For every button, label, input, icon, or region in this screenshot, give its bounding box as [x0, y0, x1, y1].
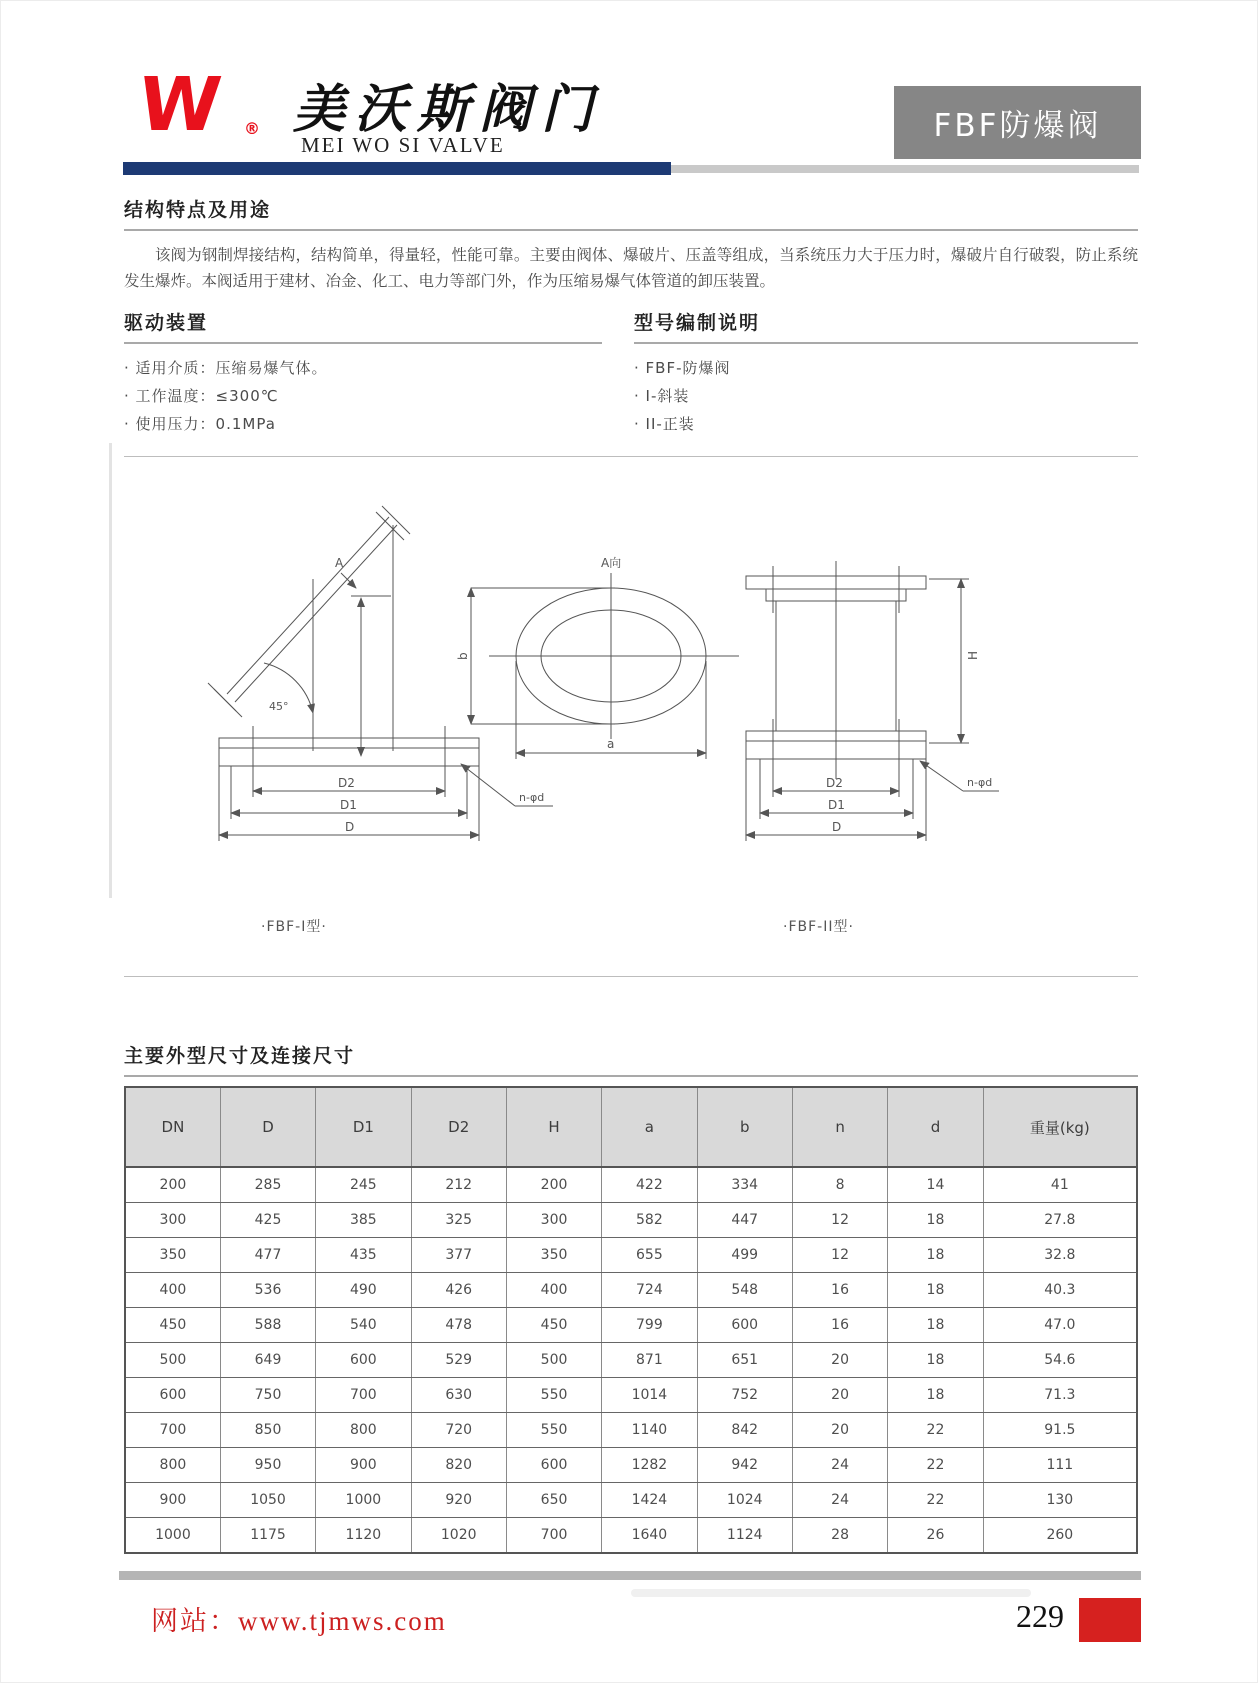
table-row	[125, 1238, 1137, 1273]
company-name-english: MEI WO SI VALVE	[301, 133, 505, 157]
label-d-right: D	[832, 820, 842, 834]
table-cell: 22	[888, 1483, 983, 1518]
table-cell: 1014	[602, 1378, 697, 1413]
drawing-fbf1-labels	[261, 556, 544, 935]
table-head	[125, 1087, 1137, 1167]
table-cell: 300	[506, 1203, 601, 1238]
section-title-features: 结构特点及用途	[124, 195, 1138, 231]
table-cell: 942	[697, 1448, 792, 1483]
table-cell: 540	[316, 1308, 411, 1343]
column-header: DN	[125, 1087, 220, 1167]
table-cell: 1424	[602, 1483, 697, 1518]
table-cell: 14	[888, 1167, 983, 1203]
label-angle-45: 45°	[269, 700, 289, 713]
page-edge-strip	[109, 443, 112, 898]
list-item: · 工作温度：≤300℃	[124, 387, 279, 405]
table-row	[125, 1343, 1137, 1378]
registered-trademark-icon: ®	[244, 119, 260, 138]
label-a: a	[607, 737, 615, 751]
table-cell: 1024	[697, 1483, 792, 1518]
column-header: a	[602, 1087, 697, 1167]
drive-spec-list	[124, 354, 602, 438]
table-cell: 20	[792, 1378, 887, 1413]
table-cell: 1282	[602, 1448, 697, 1483]
table-cell: 478	[411, 1308, 506, 1343]
table-cell: 130	[983, 1483, 1137, 1518]
list-item: · 适用介质：压缩易爆气体。	[124, 359, 328, 377]
table-cell: 750	[220, 1378, 315, 1413]
table-cell: 582	[602, 1203, 697, 1238]
technical-drawings	[123, 461, 1139, 961]
section-title-dimensions: 主要外型尺寸及连接尺寸	[124, 1041, 1138, 1077]
table-cell: 820	[411, 1448, 506, 1483]
table-cell: 477	[220, 1238, 315, 1273]
table-cell: 450	[125, 1308, 220, 1343]
table-cell: 12	[792, 1238, 887, 1273]
label-bolt-note-right: n-φd	[967, 776, 993, 789]
list-item: · 使用压力：0.1MPa	[124, 415, 276, 433]
table-row	[125, 1448, 1137, 1483]
table-cell: 18	[888, 1308, 983, 1343]
table-cell: 22	[888, 1448, 983, 1483]
column-header: d	[888, 1087, 983, 1167]
table-cell: 588	[220, 1308, 315, 1343]
drawings-svg	[123, 461, 1139, 961]
table-cell: 1175	[220, 1518, 315, 1554]
model-code-list	[634, 354, 1138, 438]
table-cell: 490	[316, 1273, 411, 1308]
table-cell: 920	[411, 1483, 506, 1518]
table-row	[125, 1413, 1137, 1448]
table-cell: 651	[697, 1343, 792, 1378]
table-cell: 1050	[220, 1483, 315, 1518]
table-cell: 1124	[697, 1518, 792, 1554]
table-cell: 71.3	[983, 1378, 1137, 1413]
table-cell: 630	[411, 1378, 506, 1413]
label-d2-right: D2	[826, 776, 843, 790]
table-cell: 600	[506, 1448, 601, 1483]
table-cell: 377	[411, 1238, 506, 1273]
list-item: · I-斜装	[634, 387, 690, 405]
section-dimensions	[124, 1041, 1138, 1077]
table-cell: 22	[888, 1413, 983, 1448]
table-cell: 91.5	[983, 1413, 1137, 1448]
table-cell: 842	[697, 1413, 792, 1448]
table-cell: 600	[697, 1308, 792, 1343]
table-row	[125, 1378, 1137, 1413]
table-cell: 24	[792, 1483, 887, 1518]
table-cell: 655	[602, 1238, 697, 1273]
table-cell: 41	[983, 1167, 1137, 1203]
faint-watermark	[631, 1589, 1031, 1597]
table-cell: 54.6	[983, 1343, 1137, 1378]
table-cell: 799	[602, 1308, 697, 1343]
table-cell: 425	[220, 1203, 315, 1238]
table-cell: 385	[316, 1203, 411, 1238]
table-row	[125, 1308, 1137, 1343]
table-cell: 200	[125, 1167, 220, 1203]
table-cell: 1000	[316, 1483, 411, 1518]
table-cell: 285	[220, 1167, 315, 1203]
table-row	[125, 1483, 1137, 1518]
table-cell: 426	[411, 1273, 506, 1308]
table-cell: 32.8	[983, 1238, 1137, 1273]
table-cell: 529	[411, 1343, 506, 1378]
table-cell: 18	[888, 1378, 983, 1413]
table-cell: 800	[316, 1413, 411, 1448]
table-cell: 700	[125, 1413, 220, 1448]
table-cell: 16	[792, 1273, 887, 1308]
table-cell: 900	[125, 1483, 220, 1518]
table-cell: 850	[220, 1413, 315, 1448]
table-cell: 499	[697, 1238, 792, 1273]
company-logo: W	[134, 62, 226, 148]
table-cell: 1640	[602, 1518, 697, 1554]
label-view-direction: A向	[601, 556, 622, 570]
page-corner-marker	[1079, 1598, 1141, 1642]
dimensions-table	[124, 1086, 1138, 1554]
header-rule-blue	[123, 162, 671, 175]
drawing-fbf2-upright	[746, 561, 999, 841]
section-title-drive: 驱动装置	[124, 308, 602, 344]
table-cell: 650	[506, 1483, 601, 1518]
column-header: H	[506, 1087, 601, 1167]
table-cell: 600	[316, 1343, 411, 1378]
header-row	[125, 1087, 1137, 1167]
table-cell: 334	[697, 1167, 792, 1203]
table-cell: 350	[506, 1238, 601, 1273]
table-cell: 447	[697, 1203, 792, 1238]
table-cell: 600	[125, 1378, 220, 1413]
table-row	[125, 1518, 1137, 1554]
table-cell: 752	[697, 1378, 792, 1413]
section-drive	[124, 308, 602, 438]
page-number: 229	[1016, 1598, 1064, 1634]
caption-fbf2: ·FBF-II型·	[783, 919, 854, 935]
table-cell: 47.0	[983, 1308, 1137, 1343]
divider-top	[124, 456, 1138, 457]
table-cell: 260	[983, 1518, 1137, 1554]
divider-bottom	[124, 976, 1138, 977]
list-item: · FBF-防爆阀	[634, 359, 731, 377]
table-body	[125, 1167, 1137, 1553]
table-cell: 245	[316, 1167, 411, 1203]
table-cell: 18	[888, 1203, 983, 1238]
table-cell: 700	[316, 1378, 411, 1413]
table-cell: 325	[411, 1203, 506, 1238]
table-cell: 16	[792, 1308, 887, 1343]
section-title-model: 型号编制说明	[634, 308, 1138, 344]
company-name-chinese: 美沃斯阀门	[293, 79, 604, 140]
table-cell: 200	[506, 1167, 601, 1203]
table-cell: 800	[125, 1448, 220, 1483]
table-cell: 1000	[125, 1518, 220, 1554]
section-features	[124, 195, 1138, 294]
table-cell: 26	[888, 1518, 983, 1554]
table-cell: 548	[697, 1273, 792, 1308]
table-cell: 724	[602, 1273, 697, 1308]
features-paragraph: 该阀为钢制焊接结构，结构简单，得量轻，性能可靠。主要由阀体、爆破片、压盖等组成，当系统压力大于压力时，爆破片自行破裂，防止系统发生爆炸。本阀适用于建材、冶金、化工、电力等部门外，作为压缩易爆气体管道的卸压装置。	[124, 246, 1138, 290]
drawing-fbf1-slanted	[208, 506, 553, 841]
website-link[interactable]: 网站：www.tjmws.com	[151, 1606, 447, 1636]
table-cell: 500	[125, 1343, 220, 1378]
column-header: b	[697, 1087, 792, 1167]
table-cell: 871	[602, 1343, 697, 1378]
label-h: H	[966, 650, 980, 660]
table-cell: 8	[792, 1167, 887, 1203]
table-cell: 350	[125, 1238, 220, 1273]
table-cell: 20	[792, 1343, 887, 1378]
label-view-a: A	[335, 556, 344, 570]
product-title-badge	[894, 86, 1141, 159]
column-header: n	[792, 1087, 887, 1167]
label-b: b	[456, 652, 470, 660]
table-cell: 300	[125, 1203, 220, 1238]
table-cell: 20	[792, 1413, 887, 1448]
table-cell: 24	[792, 1448, 887, 1483]
list-item: · II-正装	[634, 415, 695, 433]
table-cell: 500	[506, 1343, 601, 1378]
table-cell: 28	[792, 1518, 887, 1554]
table-cell: 700	[506, 1518, 601, 1554]
table-cell: 1140	[602, 1413, 697, 1448]
table-cell: 450	[506, 1308, 601, 1343]
caption-fbf1: ·FBF-I型·	[261, 919, 327, 935]
table-row	[125, 1273, 1137, 1308]
table-cell: 720	[411, 1413, 506, 1448]
table-cell: 1020	[411, 1518, 506, 1554]
drawing-view-a-ellipse	[471, 573, 739, 759]
label-d1-right: D1	[828, 798, 845, 812]
table-cell: 435	[316, 1238, 411, 1273]
table-cell: 18	[888, 1343, 983, 1378]
drawing-view-a-labels	[456, 556, 621, 751]
table-row	[125, 1167, 1137, 1203]
column-header: 重量(kg)	[983, 1087, 1137, 1167]
label-d1: D1	[340, 798, 357, 812]
column-header: D2	[411, 1087, 506, 1167]
table-cell: 212	[411, 1167, 506, 1203]
table-cell: 550	[506, 1413, 601, 1448]
label-bolt-note: n-φd	[519, 791, 545, 804]
label-d2: D2	[338, 776, 355, 790]
table-cell: 400	[125, 1273, 220, 1308]
table-cell: 111	[983, 1448, 1137, 1483]
table-cell: 400	[506, 1273, 601, 1308]
table-cell: 422	[602, 1167, 697, 1203]
table-cell: 550	[506, 1378, 601, 1413]
table-cell: 649	[220, 1343, 315, 1378]
table-cell: 1120	[316, 1518, 411, 1554]
table-cell: 18	[888, 1273, 983, 1308]
column-header: D1	[316, 1087, 411, 1167]
table-row	[125, 1203, 1137, 1238]
table-cell: 950	[220, 1448, 315, 1483]
product-title: FBF防爆阀	[933, 108, 1102, 144]
table-cell: 536	[220, 1273, 315, 1308]
footer-rule	[119, 1571, 1141, 1580]
table-cell: 18	[888, 1238, 983, 1273]
column-header: D	[220, 1087, 315, 1167]
table-cell: 27.8	[983, 1203, 1137, 1238]
section-model	[634, 308, 1138, 438]
table-cell: 12	[792, 1203, 887, 1238]
table-cell: 40.3	[983, 1273, 1137, 1308]
table-cell: 900	[316, 1448, 411, 1483]
label-d: D	[345, 820, 355, 834]
